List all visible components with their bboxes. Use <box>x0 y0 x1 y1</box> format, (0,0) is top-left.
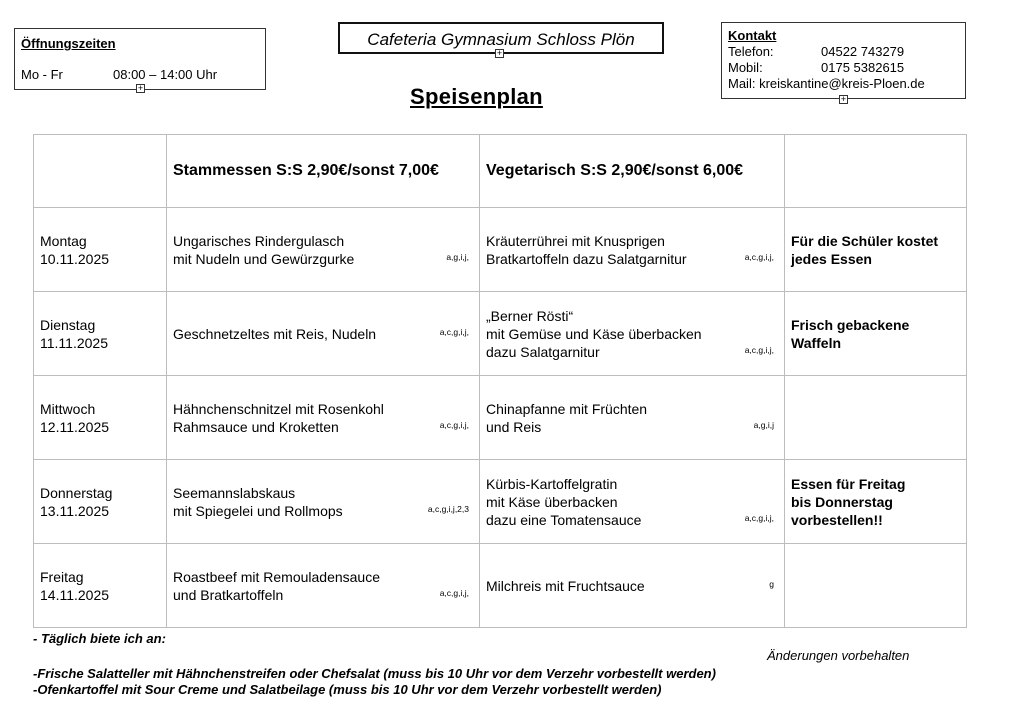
main-dish-text <box>173 400 473 436</box>
mail-label: Mail: <box>728 76 756 91</box>
header-main: Stammessen S:S 2,90€/sonst 7,00€ <box>167 135 480 208</box>
anchor-handle-icon[interactable]: + <box>496 48 503 58</box>
daily-offer-item: -Ofenkartoffel mit Sour Creme und Salatbeilage (muss bis 10 Uhr vor dem Verzehr vorbestellt werden) <box>33 682 662 697</box>
main-dish-text <box>173 232 473 268</box>
allergen-codes: a,g,i,j, <box>446 251 469 262</box>
weekday: Donnerstag <box>40 484 113 501</box>
vegetarian-dish-text <box>486 400 778 436</box>
vegetarian-dish <box>480 376 785 460</box>
date: 11.11.2025 <box>40 334 108 351</box>
phone-value: 04522 743279 <box>821 44 905 59</box>
vegetarian-dish-line: Kürbis-Kartoffelgratin <box>486 475 618 492</box>
main-dish <box>167 460 480 544</box>
vegetarian-dish-line: Chinapfanne mit Früchten <box>486 400 648 417</box>
mobile-value: 0175 5382615 <box>821 60 905 75</box>
allergen-codes: a,c,g,i,j, <box>439 326 469 337</box>
date: 14.11.2025 <box>40 586 110 603</box>
note <box>785 460 967 544</box>
header-notes <box>785 135 967 208</box>
main-dish-line: und Bratkartoffeln <box>173 586 284 603</box>
note <box>785 376 967 460</box>
allergen-codes: g <box>769 578 774 589</box>
opening-hours-title: Öffnungszeiten <box>21 36 116 51</box>
date: 12.11.2025 <box>40 418 110 435</box>
vegetarian-dish-text <box>486 232 778 268</box>
main-dish-line: Ungarisches Rindergulasch <box>173 232 345 249</box>
main-dish-text <box>173 484 473 520</box>
main-dish-line: Seemannslabskaus <box>173 484 296 501</box>
note-text <box>791 316 960 352</box>
opening-days: Mo - Fr <box>21 67 63 82</box>
main-dish <box>167 292 480 376</box>
note-line: Waffeln <box>791 334 842 351</box>
phone-label: Telefon: <box>728 44 774 59</box>
contact-box <box>721 22 966 104</box>
note <box>785 544 967 628</box>
header-vegetarian: Vegetarisch S:S 2,90€/sonst 6,00€ <box>480 135 785 208</box>
vegetarian-dish-line: dazu eine Tomatensauce <box>486 511 642 528</box>
table-row <box>34 292 967 376</box>
vegetarian-dish <box>480 292 785 376</box>
note-line: Für die Schüler kostet <box>791 232 939 249</box>
vegetarian-dish-line: mit Käse überbacken <box>486 493 618 510</box>
anchor-handle-icon[interactable]: + <box>137 83 144 93</box>
day-cell <box>34 292 167 376</box>
vegetarian-dish-line: dazu Salatgarnitur <box>486 343 600 360</box>
menu-table <box>33 134 967 628</box>
allergen-codes: a,g,i,j <box>753 419 774 430</box>
vegetarian-dish-line: und Reis <box>486 418 542 435</box>
vegetarian-dish-text <box>486 475 778 529</box>
allergen-codes: a,c,g,i,j,2,3 <box>427 503 469 514</box>
day-cell <box>34 376 167 460</box>
main-dish-line: Geschnetzeltes mit Reis, Nudeln <box>173 325 377 342</box>
main-dish-line: Roastbeef mit Remouladensauce <box>173 568 381 585</box>
note <box>785 292 967 376</box>
main-dish-line: Rahmsauce und Kroketten <box>173 418 339 435</box>
vegetarian-dish-line: Milchreis mit Fruchtsauce <box>486 577 645 594</box>
weekday: Freitag <box>40 568 84 585</box>
table-row <box>34 208 967 292</box>
vegetarian-dish <box>480 208 785 292</box>
vegetarian-dish-line: Bratkartoffeln dazu Salatgarnitur <box>486 250 687 267</box>
note-line: Frisch gebackene <box>791 316 910 333</box>
allergen-codes: a,c,g,i,j, <box>744 251 774 262</box>
daily-offer-item: -Frische Salatteller mit Hähnchenstreifen oder Chefsalat (muss bis 10 Uhr vor dem Verzehr vorbestellt werden) <box>33 666 716 681</box>
opening-time: 08:00 – 14:00 Uhr <box>113 67 218 82</box>
mobile-label: Mobil: <box>728 60 763 75</box>
vegetarian-dish <box>480 544 785 628</box>
main-dish-text <box>173 568 473 604</box>
allergen-codes: a,c,g,i,j, <box>744 512 774 523</box>
main-dish-text <box>173 325 473 343</box>
vegetarian-dish-text <box>486 307 778 361</box>
contact-title: Kontakt <box>728 28 777 43</box>
vegetarian-dish-text <box>486 577 778 595</box>
allergen-codes: a,c,g,i,j, <box>439 587 469 598</box>
vegetarian-dish-line: Kräuterrührei mit Knusprigen <box>486 232 665 249</box>
day-cell <box>34 208 167 292</box>
main-dish <box>167 544 480 628</box>
allergen-codes: a,c,g,i,j, <box>439 419 469 430</box>
opening-hours-box <box>14 28 266 93</box>
allergen-codes: a,c,g,i,j, <box>744 344 774 355</box>
main-dish <box>167 376 480 460</box>
note-text <box>791 232 960 268</box>
mail-value[interactable]: kreiskantine@kreis-Ploen.de <box>759 76 925 91</box>
main-dish-line: mit Nudeln und Gewürzgurke <box>173 250 355 267</box>
table-row <box>34 376 967 460</box>
header-day <box>34 135 167 208</box>
contact-mobile-row <box>728 60 905 75</box>
daily-offer-label: - Täglich biete ich an: <box>33 631 166 646</box>
page-title: Speisenplan <box>410 84 543 109</box>
day-cell <box>34 460 167 544</box>
weekday: Montag <box>40 232 87 249</box>
main-dish <box>167 208 480 292</box>
changes-reserved-note: Änderungen vorbehalten <box>767 648 910 663</box>
weekday: Dienstag <box>40 316 96 333</box>
vegetarian-dish-line: „Berner Rösti“ <box>486 307 574 324</box>
day-cell <box>34 544 167 628</box>
table-row <box>34 460 967 544</box>
vegetarian-dish-line: mit Gemüse und Käse überbacken <box>486 325 702 342</box>
weekday: Mittwoch <box>40 400 96 417</box>
note <box>785 208 967 292</box>
cafeteria-name-box <box>338 22 664 58</box>
note-line: Essen für Freitag <box>791 475 906 492</box>
vegetarian-dish <box>480 460 785 544</box>
table-header-row <box>34 135 967 208</box>
contact-mail-row <box>728 76 925 91</box>
anchor-handle-icon[interactable]: + <box>840 94 847 104</box>
main-dish-line: Hähnchenschnitzel mit Rosenkohl <box>173 400 384 417</box>
note-line: jedes Essen <box>791 250 872 267</box>
note-line: vorbestellen!! <box>791 511 883 528</box>
main-dish-line: mit Spiegelei und Rollmops <box>173 502 343 519</box>
table-row <box>34 544 967 628</box>
date: 13.11.2025 <box>40 502 110 519</box>
contact-phone-row <box>728 44 905 59</box>
cafeteria-name: Cafeteria Gymnasium Schloss Plön <box>367 30 635 49</box>
date: 10.11.2025 <box>40 250 110 267</box>
note-line: bis Donnerstag <box>791 493 893 510</box>
note-text <box>791 475 960 529</box>
